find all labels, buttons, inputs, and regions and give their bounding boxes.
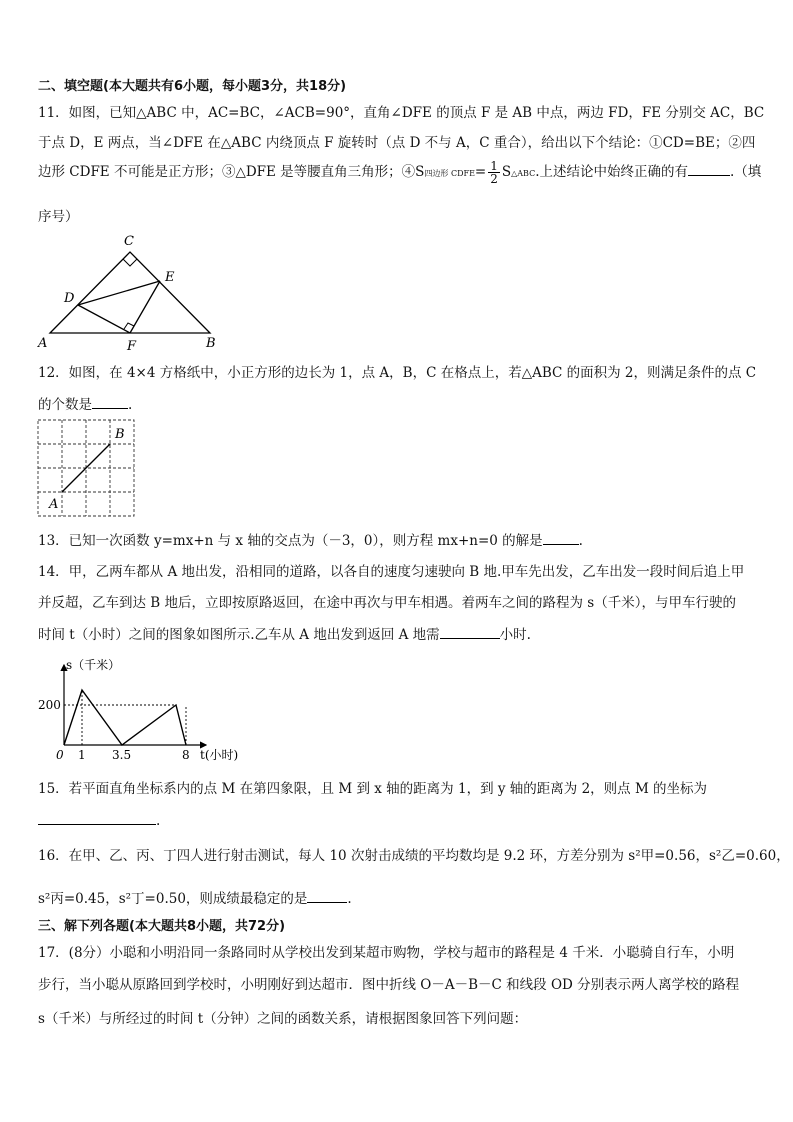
q11-line3-text-d: .（填 (729, 164, 762, 180)
q12-line1: 12．如图，在 4×4 方格纸中，小正方形的边长为 1，点 A，B，C 在格点上，若△ABC 的面积为 2，则满足条件的点 C (38, 365, 757, 381)
section-title-fill-in: 二、填空题(本大题共有6小题，每小题3分，共18分) (38, 79, 347, 94)
graph-y-tick-200: 200 (38, 698, 61, 712)
graph-x-tick-1: 1 (78, 748, 86, 762)
q13-text: 13．已知一次函数 y=mx+n 与 x 轴的交点为（－3，0），则方程 mx+n=0 的解是 (38, 533, 543, 549)
q16-line2-text: s²丙=0.45，s²丁=0.50，则成绩最稳定的是 (38, 891, 308, 907)
q16-answer-blank[interactable] (307, 888, 347, 903)
label-c: C (124, 234, 134, 249)
graph-y-label: s（千米） (66, 658, 121, 672)
q12-line2 (38, 394, 132, 414)
q11-fraction (488, 160, 500, 185)
q14-distance-time-graph (34, 655, 254, 770)
q12-line2-end: . (128, 397, 133, 413)
q11-line3-text-b: S (501, 164, 512, 180)
segment-df (78, 305, 130, 333)
q15-line2-end: . (156, 813, 161, 829)
q14-line1: 14．甲，乙两车都从 A 地出发，沿相同的道路，以各自的速度匀速驶向 B 地.甲车先出发，乙车出发一段时间后追上甲 (38, 564, 745, 580)
q11-triangle-figure (32, 230, 222, 355)
q11-line3 (38, 160, 761, 185)
q14-line2: 并反超，乙车到达 B 地后，立即按原路返回，在途中再次与甲车相遇。着两车之间的路程为 s（千米），与甲车行驶的 (38, 595, 736, 611)
grid-label-a: A (49, 497, 59, 512)
q13-line (38, 530, 583, 550)
q13-answer-blank[interactable] (543, 530, 579, 545)
q11-line2: 于点 D，E 两点，当∠DFE 在△ABC 内绕顶点 F 旋转时（点 D 不与 A，C 重合），给出以下个结论：①CD=BE；②四 (38, 135, 756, 151)
q12-grid-figure (36, 416, 140, 520)
graph-x-tick-3.5: 3.5 (112, 748, 132, 762)
q17-line1: 17．(8分）小聪和小明沿同一条路同时从学校出发到某超市购物，学校与超市的路程是 4 千米．小聪骑自行车，小明 (38, 945, 735, 961)
q15-line2 (38, 810, 160, 830)
q11-fraction-denominator: 2 (490, 172, 498, 186)
label-b: B (206, 336, 216, 351)
q11-subscript-quad: 四边形 CDFE (424, 169, 475, 178)
q12-line2-text: 的个数是 (38, 397, 92, 413)
label-d: D (64, 291, 75, 306)
q14-line3-text: 时间 t（小时）之间的图象如图所示.乙车从 A 地出发到返回 A 地需 (38, 627, 440, 643)
q17-line3: s（千米）与所经过的时间 t（分钟）之间的函数关系，请根据图象回答下列问题： (38, 1011, 528, 1027)
graph-x-tick-8: 8 (182, 748, 190, 762)
graph-origin: 0 (56, 748, 64, 762)
q11-line4: 序号） (38, 209, 79, 225)
right-angle-mark-c (123, 259, 137, 266)
q14-line3 (38, 624, 531, 644)
q17-line2: 步行，当小聪从原路回到学校时，小明刚好到达超市．图中折线 O－A－B－C 和线段 OD 分别表示两人离学校的路程 (38, 977, 740, 993)
q13-end: . (578, 533, 583, 549)
q16-line2 (38, 888, 352, 908)
grid-label-b: B (115, 427, 125, 442)
label-a: A (38, 336, 48, 351)
q11-line1: 11．如图，已知△ABC 中，AC=BC，∠ACB=90°，直角∠DFE 的顶点 F 是 AB 中点，两边 FD，FE 分别交 AC，BC (38, 105, 765, 121)
q12-answer-blank[interactable] (92, 394, 128, 409)
q16-line1: 16．在甲、乙、丙、丁四人进行射击测试，每人 10 次射击成绩的平均数均是 9.2 环，方差分别为 s²甲=0.56，s²乙=0.60， (38, 848, 790, 864)
label-e: E (165, 270, 175, 285)
q14-line3-end: 小时. (499, 627, 531, 643)
q15-line1: 15．若平面直角坐标系内的点 M 在第四象限，且 M 到 x 轴的距离为 1，到 y 轴的距离为 2，则点 M 的坐标为 (38, 781, 708, 797)
section-title-solve: 三、解下列各题(本大题共8小题，共72分) (38, 919, 286, 934)
q11-line3-text-c: .上述结论中始终正确的有 (535, 164, 688, 180)
q11-subscript-triangle: △ABC (511, 169, 536, 178)
q11-line3-text-a: 边形 CDFE 不可能是正方形；③△DFE 是等腰直角三角形；④S (38, 164, 425, 180)
q16-line2-end: . (347, 891, 352, 907)
label-f: F (127, 339, 137, 354)
q11-fraction-numerator: 1 (490, 159, 498, 173)
q11-answer-blank[interactable] (688, 161, 730, 176)
graph-x-label: t(小时) (200, 748, 239, 762)
q11-equals: = (474, 164, 487, 180)
q14-answer-blank[interactable] (440, 624, 500, 639)
q15-answer-blank[interactable] (38, 810, 156, 825)
